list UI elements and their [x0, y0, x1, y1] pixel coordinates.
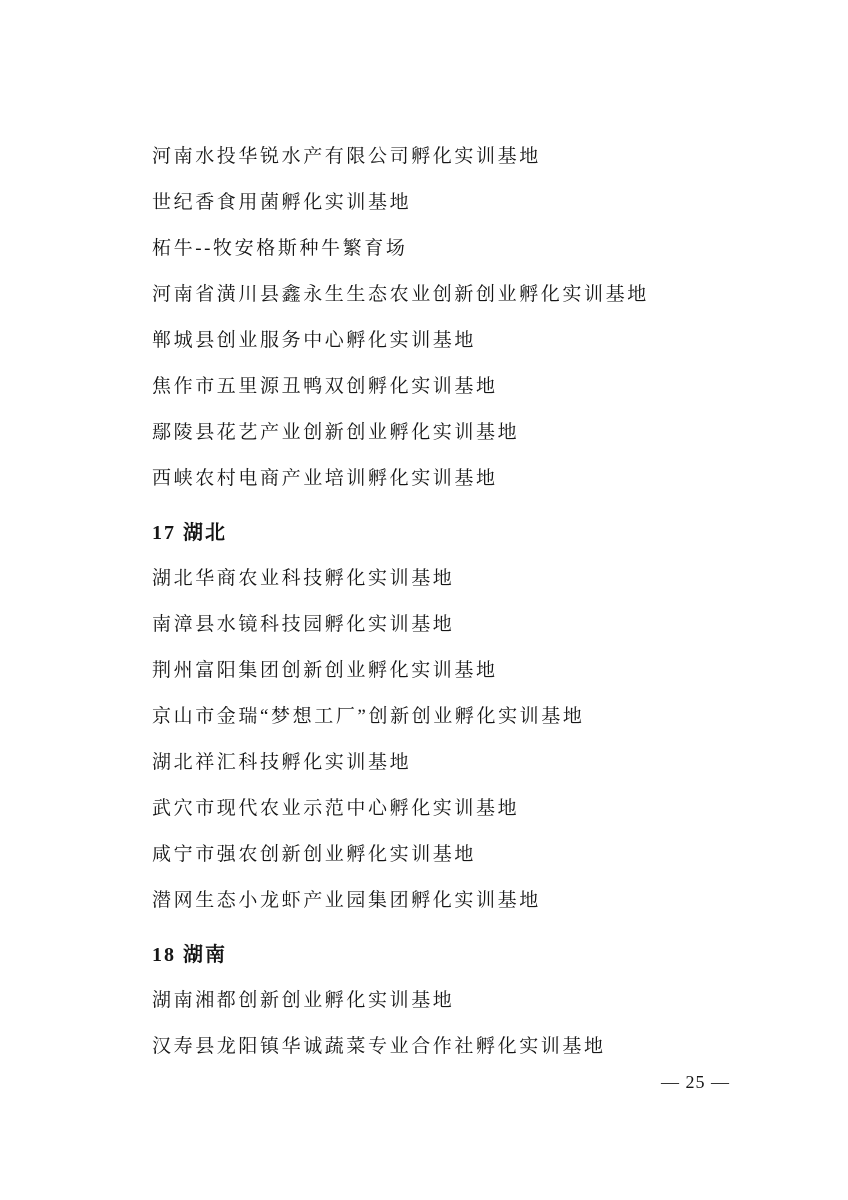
base-list-item: 世纪香食用菌孵化实训基地 — [152, 192, 412, 213]
base-list-item: 汉寿县龙阳镇华诚蔬菜专业合作社孵化实训基地 — [152, 1036, 606, 1057]
base-list-item: 京山市金瑞“梦想工厂”创新创业孵化实训基地 — [152, 706, 585, 727]
base-list-item: 西峡农村电商产业培训孵化实训基地 — [152, 468, 498, 489]
base-list-item: 河南省潢川县鑫永生生态农业创新创业孵化实训基地 — [152, 284, 649, 305]
province-section — [152, 932, 730, 1070]
page-number: — 25 — — [661, 1072, 730, 1092]
base-list-item: 焦作市五里源丑鸭双创孵化实训基地 — [152, 376, 498, 397]
base-list-item: 荆州富阳集团创新创业孵化实训基地 — [152, 660, 498, 681]
base-list-item: 柘牛--牧安格斯种牛繁育场 — [152, 238, 408, 259]
base-list-item: 潜网生态小龙虾产业园集团孵化实训基地 — [152, 890, 541, 911]
province-heading: 17 湖北 — [152, 522, 227, 544]
page-footer — [661, 1072, 730, 1093]
base-list-item: 郸城县创业服务中心孵化实训基地 — [152, 330, 477, 351]
base-list-item: 咸宁市强农创新创业孵化实训基地 — [152, 844, 477, 865]
base-list-item: 湖南湘都创新创业孵化实训基地 — [152, 990, 455, 1011]
base-list-item: 河南水投华锐水产有限公司孵化实训基地 — [152, 146, 541, 167]
province-section — [152, 510, 730, 924]
province-heading: 18 湖南 — [152, 944, 227, 966]
base-list-item: 鄢陵县花艺产业创新创业孵化实训基地 — [152, 422, 520, 443]
province-section — [152, 134, 730, 502]
base-list-item: 武穴市现代农业示范中心孵化实训基地 — [152, 798, 520, 819]
base-list-item: 湖北祥汇科技孵化实训基地 — [152, 752, 412, 773]
base-list-item: 湖北华商农业科技孵化实训基地 — [152, 568, 455, 589]
base-list-item: 南漳县水镜科技园孵化实训基地 — [152, 614, 455, 635]
incubation-base-list — [152, 134, 730, 1070]
